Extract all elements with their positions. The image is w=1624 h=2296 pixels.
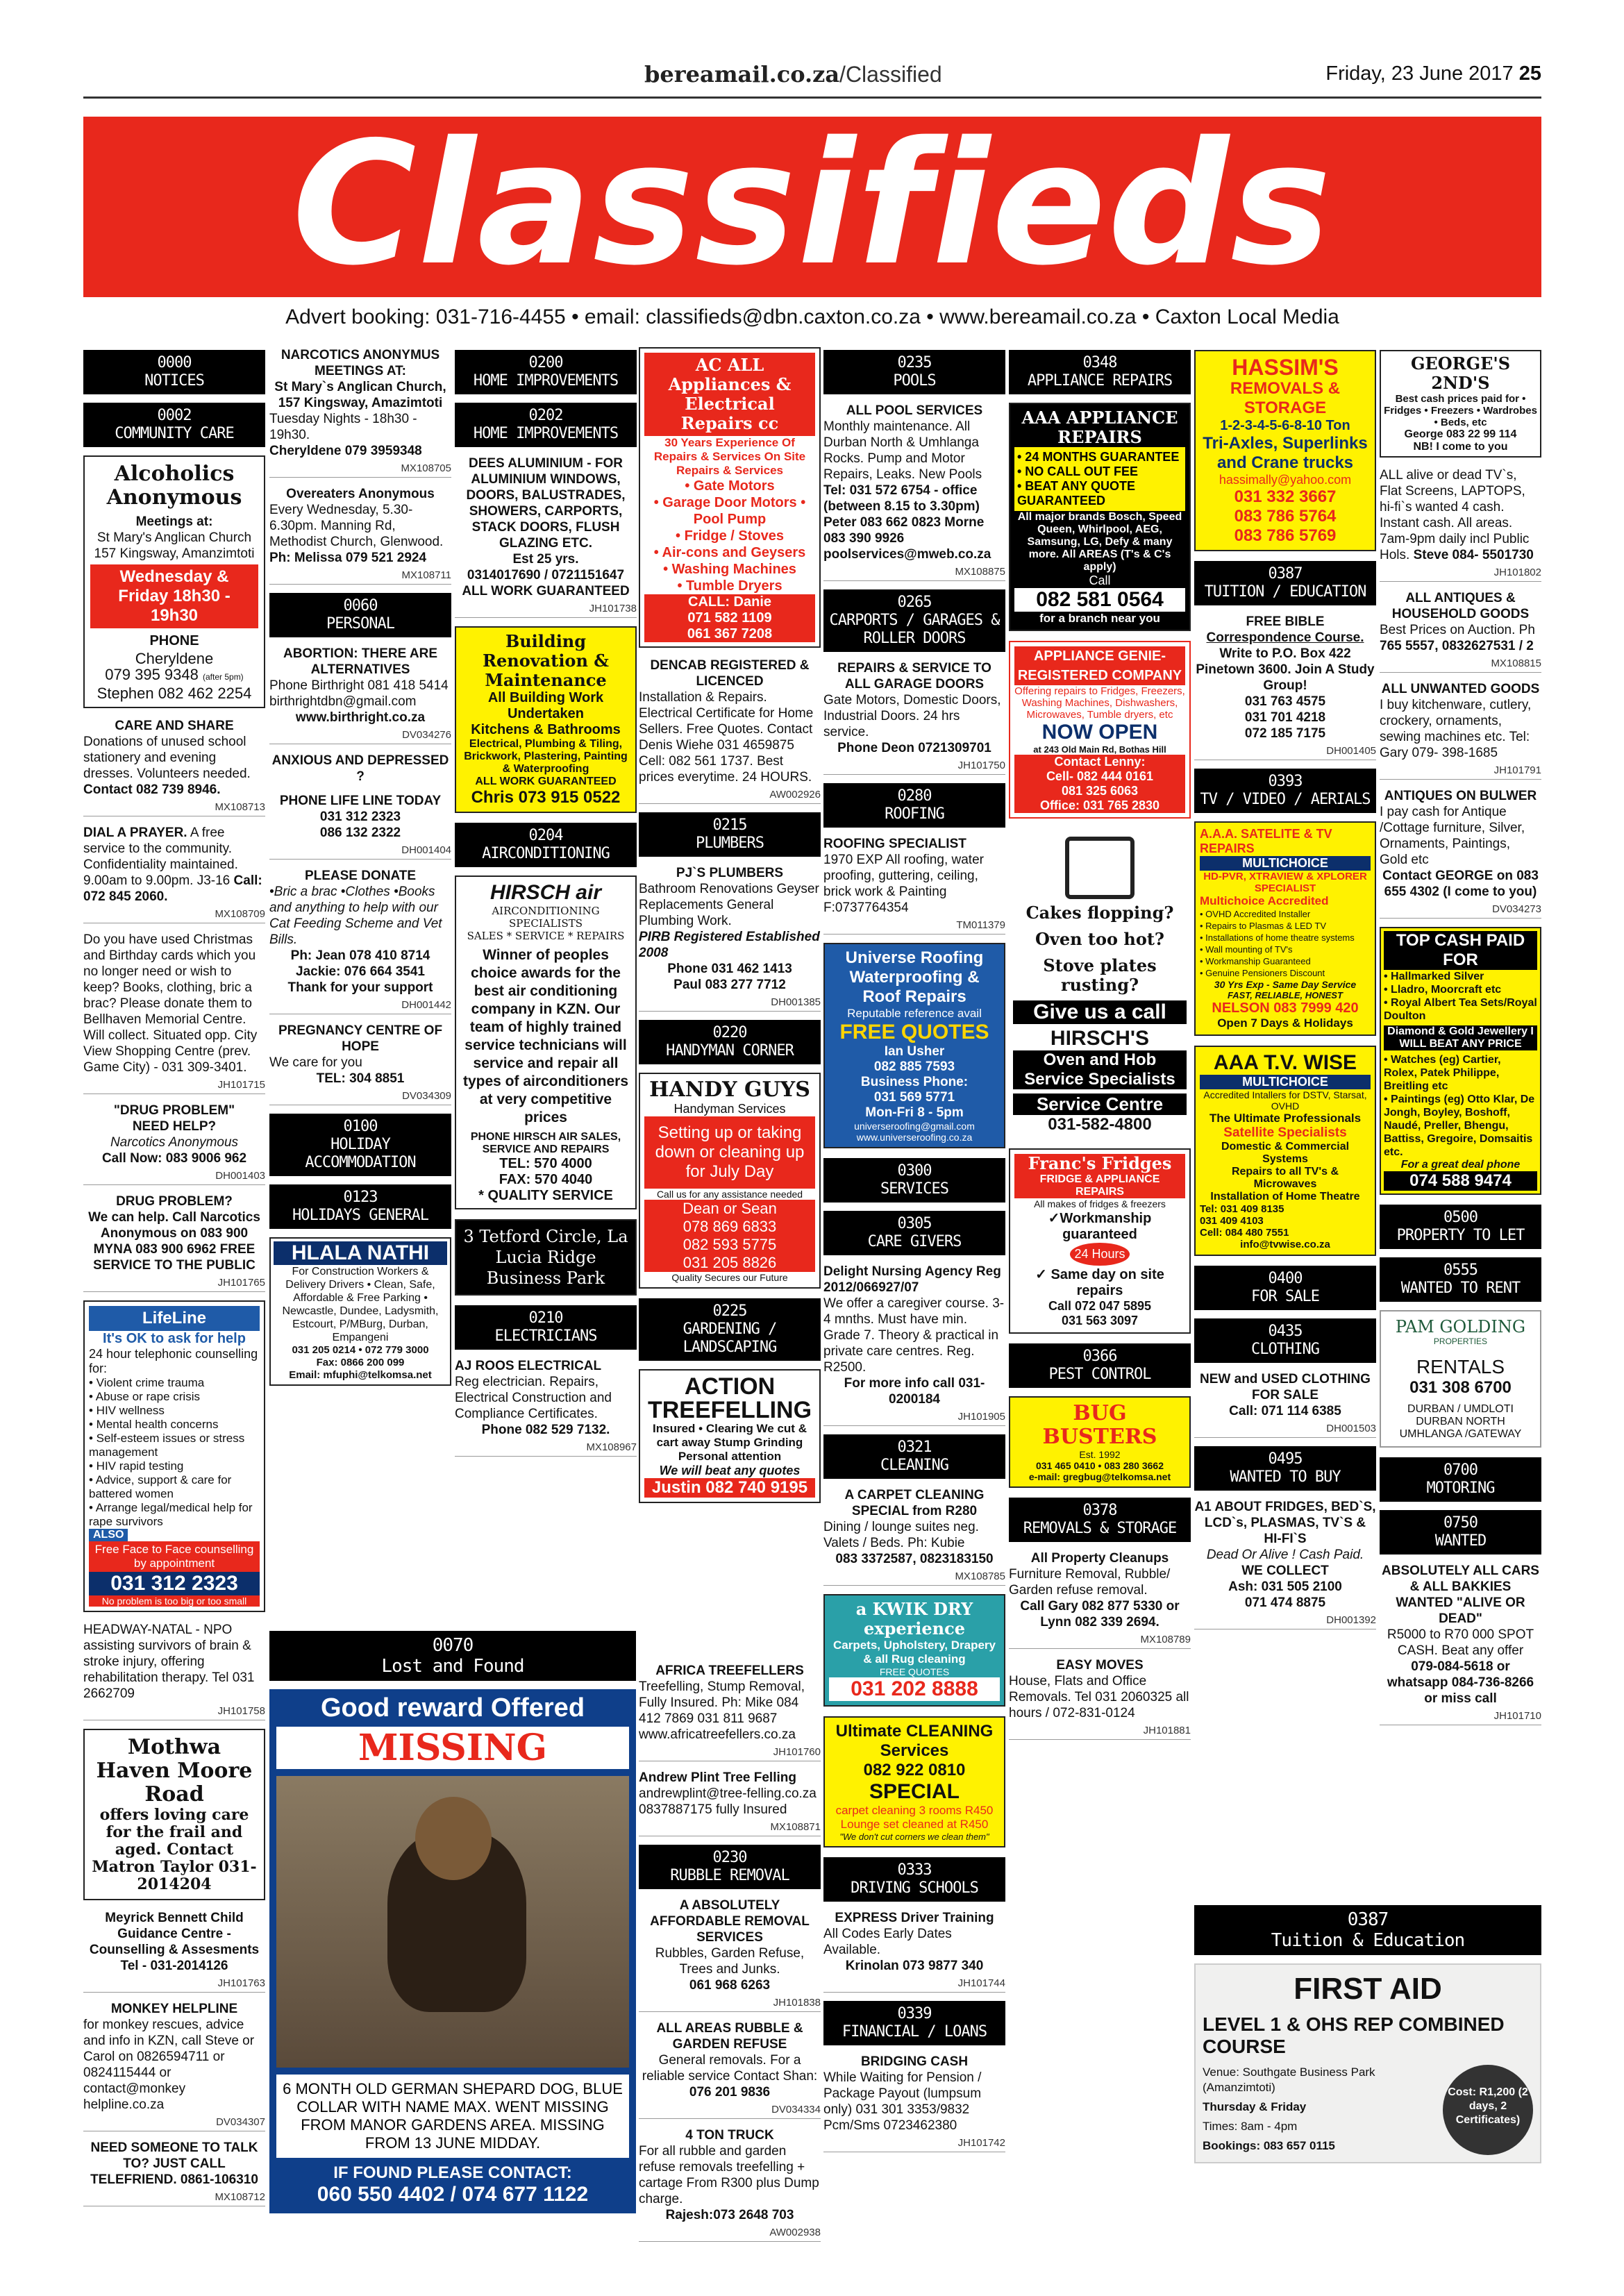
heading-0100: 0100 HOLIDAY ACCOMMODATION: [269, 1114, 451, 1176]
heading-0495: 0495 WANTED TO BUY: [1194, 1446, 1376, 1491]
action-treefelling-ad: ACTION TREEFELLING Insured • Clearing We cut & cart away Stump Grinding Personal attention We will beat any quotes Justin 082 740 9195: [639, 1369, 821, 1503]
hirschs-oven-ad: Cakes flopping? Oven too hot? Stove plates rusting? Give us a call HIRSCH'S Oven and Hob Service Specialists Service Centre 031-582-4800: [1009, 828, 1191, 1139]
heading-0225: 0225 GARDENING / LANDSCAPING: [639, 1298, 821, 1361]
lost-found-section: [269, 1628, 636, 2213]
all-pool-services-ad: ALL POOL SERVICES Monthly maintenance. All Durban North & Umhlanga Rocks. Pump and Motor Repairs, Leaks. New Pools Tel: 031 572 6754 - office (between 8.15 to 3.30pm) Peter 083 662 0823 Morne 083 390 9926 poolservices@mweb.co.za MX108875: [823, 403, 1005, 581]
drug-problem-ad: "DRUG PROBLEM" NEED HELP? Narcotics Anonymous Call Now: 083 9006 962 DH001403: [83, 1103, 265, 1185]
advert-booking-line: Advert booking: 031-716-4455 • email: classifieds@dbn.caxton.co.za • www.bereamail.co.za • Caxton Local Media: [285, 305, 1339, 328]
roofing-specialist-ad: ROOFING SPECIALIST 1970 EXP All roofing, water proofing, guttering, ceiling, brick work & Painting F:0737764354 TM011379: [823, 836, 1005, 935]
banner-title: Classifieds: [292, 117, 1333, 297]
heading-0348: 0348 APPLIANCE REPAIRS: [1009, 350, 1191, 394]
aaa-satelite-ad: A.A.A. SATELITE & TV REPAIRS MULTICHOICE HD-PVR, XTRAVIEW & XPLORER SPECIALIST Multichoice Accredited • OVHD Accredited Installer • Repairs to Plasmas & LED TV • Installations of home theatre systems • Wall mounting of TV's • Workmanship Guaranteed • Genuine Pensioners Discount 30 Yrs Exp - Same Day Service FAST, RELIABLE, HONEST NELSON 083 7999 420 Open 7 Days & Holidays: [1194, 821, 1376, 1036]
heading-0339: 0339 FINANCIAL / LOANS: [823, 2001, 1005, 2045]
bridging-cash-ad: BRIDGING CASH While Waiting for Pension / Package Payout (lumpsum only) 031 301 3353/9832 Pcm/Sms 0723462380 JH101742: [823, 2054, 1005, 2152]
heading-0321: 0321 CLEANING: [823, 1434, 1005, 1479]
column-4-lower: [639, 1663, 821, 2267]
bug-busters-ad: BUG BUSTERS Est. 1992 031 465 0410 • 083 280 3662 e-mail: gregbug@telkomsa.net: [1009, 1396, 1191, 1488]
aj-roos-ad: AJ ROOS ELECTRICAL Reg electrician. Repairs, Electrical Construction and Compliance Certificates. Phone 082 529 7132. MX108967: [455, 1358, 637, 1457]
aaa-appliance-ad: AAA APPLIANCE REPAIRS • 24 MONTHS GUARANTEE • NO CALL OUT FEE • BEAT ANY QUOTE GUARANTEED All major brands Bosch, Speed Queen, Whirlpool, AEG, Samsung, LG, Defy & many more. All AREAS (T's & C's apply) Call 082 581 0564 for a branch near you: [1009, 403, 1191, 631]
garage-doors-ad: REPAIRS & SERVICE TO ALL GARAGE DOORS Gate Motors, Domestic Doors, Industrial Doors. 24 hrs service. Phone Deon 0721309701 JH101750: [823, 660, 1005, 775]
dees-aluminium-ad: DEES ALUMINIUM - FOR ALUMINIUM WINDOWS, DOORS, BALUSTRADES, SHOWERS, CARPORTS, STACK DOORS, FLUSH GLAZING ETC. Est 25 yrs. 0314017690 / 0721151647 ALL WORK GUARANTEED JH101738: [455, 455, 637, 618]
andrew-plint-ad: Andrew Plint Tree Felling andrewplint@tree-felling.co.za 0837887175 fully Insured MX108871: [639, 1770, 821, 1836]
pam-golding-ad: PAM GOLDING PROPERTIES RENTALS 031 308 6700 DURBAN / UMDLOTI DURBAN NORTH UMHLANGA /GATEWAY: [1380, 1310, 1541, 1448]
heading-0215: 0215 PLUMBERS: [639, 812, 821, 857]
carpet-cleaning-ad: A CARPET CLEANING SPECIAL from R280 Dining / lounge suites neg. Valets / Beds. Ph: Kubie 083 3372587, 0823183150 MX108785: [823, 1487, 1005, 1586]
africa-treefellers-ad: AFRICA TREEFELLERS Treefelling, Stump Removal, Fully Insured. Ph: Mike 084 412 7869 031 811 9687 www.africatreefellers.co.za JH101760: [639, 1663, 821, 1761]
heading-0265: 0265 CARPORTS / GARAGES & ROLLER DOORS: [823, 589, 1005, 652]
a1-fridges-ad: A1 ABOUT FRIDGES, BED`S, LCD`s, PLASMAS, TV`S & HI-FI`S Dead Or Alive ! Cash Paid. WE COLLECT Ash: 031 505 2100 071 474 8875 DH001392: [1194, 1499, 1376, 1629]
building-renovation-ad: Building Renovation & Maintenance All Building Work Undertaken Kitchens & Bathrooms Electrical, Plumbing & Tiling, Brickwork, Plastering, Painting & Waterproofing ALL WORK GUARANTEED Chris 073 915 0522: [455, 626, 637, 813]
issue-date: Friday, 23 June 2017 25: [1325, 62, 1541, 85]
all-areas-rubble-ad: ALL AREAS RUBBLE & GARDEN REFUSE General removals. For a reliable service Contact Shan: 076 201 9836 DV034334: [639, 2020, 821, 2119]
mothwa-haven-ad: Mothwa Haven Moore Road offers loving care for the frail and aged. Contact Matron Taylor 031-2014204: [83, 1729, 265, 1900]
heading-0123: 0123 HOLIDAYS GENERAL: [269, 1184, 451, 1229]
ultimate-cleaning-ad: Ultimate CLEANING Services 082 922 0810 SPECIAL carpet cleaning 3 rooms R450 Lounge set cleaned at R450 "We don't cut corners we clean them": [823, 1716, 1005, 1847]
ac-all-ad: AC ALL Appliances & Electrical Repairs cc 30 Years Experience Of Repairs & Services On Site Repairs & Services • Gate Motors • Garage Door Motors • Pool Pump • Fridge / Stoves • Air-cons and Geysers • Washing Machines • Tumble Dryers CALL: Danie 071 582 1109 061 367 7208: [639, 347, 821, 648]
georges-2nds-ad: GEORGE'S 2ND'S Best cash prices paid for • Fridges • Freezers • Wardrobes • Beds, etc George 083 22 99 114 NB! I come to you: [1380, 350, 1541, 458]
heading-0200: 0200 HOME IMPROVEMENTS: [455, 350, 637, 394]
new-used-clothing-ad: NEW and USED CLOTHING FOR SALE Call: 071 114 6385 DH001503: [1194, 1371, 1376, 1438]
heading-0305: 0305 CARE GIVERS: [823, 1211, 1005, 1255]
delight-nursing-ad: Delight Nursing Agency Reg 2012/066927/07 We offer a caregiver course. 3-4 mnths. Must have min. Grade 7. Theory & practical in private care centres. Reg. R2500. For more info call 031-0200184 JH101905: [823, 1264, 1005, 1426]
handy-guys-ad: HANDY GUYS Handyman Services Setting up or taking down or cleaning up for July Day Call us for any assistance needed Dean or Sean 078 869 6833 082 593 5775 031 205 8826 Quality Secures our Future: [639, 1073, 821, 1289]
abortion-ad: ABORTION: THERE ARE ALTERNATIVES Phone Birthright 081 418 5414 birthrightdbn@gmail.com www.birthright.co.za DV034276: [269, 646, 451, 744]
heading-0202: 0202 HOME IMPROVEMENTS: [455, 403, 637, 447]
all-alive-dead-ad: ALL alive or dead TV`s, Flat Screens, LAPTOPS, hi-fi`s wanted 4 cash. Instant cash. All areas. 7am-9pm daily incl Public Hols. Steve 084- 5501730 JH101802: [1380, 467, 1541, 582]
hirsch-address: 3 Tetford Circle, La Lucia Ridge Business Park: [455, 1219, 637, 1296]
hassims-ad: HASSIM'S REMOVALS & STORAGE 1-2-3-4-5-6-8-10 Ton Tri-Axles, Superlinks and Crane trucks hassimally@yahoo.com 031 332 3667 083 786 5764 083 786 5769: [1194, 350, 1376, 551]
dial-prayer-ad: DIAL A PRAYER. A free service to the community. Confidentiality maintained. 9.00am to 9.00pm. J3-16 Call: 072 845 2060. MX108709: [83, 825, 265, 923]
heading-0333: 0333 DRIVING SCHOOLS: [823, 1857, 1005, 1902]
all-antiques-ad: ALL ANTIQUES & HOUSEHOLD GOODS Best Prices on Auction. Ph 765 5557, 0832627531 / 2 MX108815: [1380, 590, 1541, 673]
heading-0230: 0230 RUBBLE REMOVAL: [639, 1845, 821, 1889]
missing-dog-ad: Good reward Offered MISSING 6 MONTH OLD GERMAN SHEPARD DOG, BLUE COLLAR WITH NAME MAX. WENT MISSING FROM MANOR GARDENS AREA. MISSING FROM 13 JUNE MIDDAY. IF FOUND PLEASE CONTACT: 060 550 4402 / 074 677 1122: [269, 1689, 636, 2213]
absolutely-affordable-ad: A ABSOLUTELY AFFORDABLE REMOVAL SERVICES Rubbles, Garden Refuse, Trees and Junks. 061 968 6263 JH101838: [639, 1897, 821, 2012]
overeaters-ad: Overeaters Anonymous Every Wednesday, 5.30-6.30pm. Manning Rd, Methodist Church, Glenwood. Ph: Melissa 079 521 2924 MX108711: [269, 486, 451, 585]
pj-plumbers-ad: PJ`S PLUMBERS Bathroom Renovations Geyser Replacements General Plumbing Work. PIRB Registered Established 2008 Phone 031 462 1413 Paul 083 277 7712 DH001385: [639, 865, 821, 1012]
narcotics-anon-ad: NARCOTICS ANONYMUS MEETINGS AT: St Mary`s Anglican Church, 157 Kingsway, Amazimtoti Tuesday Nights - 18h30 - 19h30. Cheryldene 079 3959348 MX108705: [269, 347, 451, 478]
property-cleanups-ad: All Property Cleanups Furniture Removal, Rubble/ Garden refuse removal. Call Gary 082 877 5330 or Lynn 082 339 2694. MX108789: [1009, 1550, 1191, 1649]
care-share-ad: CARE AND SHARE Donations of unused school stationery and evening dresses. Volunteers needed. Contact 082 739 8946. MX108713: [83, 718, 265, 816]
heading-0435: 0435 CLOTHING: [1194, 1318, 1376, 1363]
heading-0366: 0366 PEST CONTROL: [1009, 1343, 1191, 1388]
aa-ad: Alcoholics Anonymous Meetings at: St Mary's Anglican Church 157 Kingsway, Amanzimtoti Wednesday & Friday 18h30 - 19h30 PHONE Cheryldene 079 395 9348 (after 5pm) Stephen 082 462 2254: [83, 455, 265, 708]
heading-0500: 0500 PROPERTY TO LET: [1380, 1205, 1541, 1249]
heading-0220: 0220 HANDYMAN CORNER: [639, 1020, 821, 1064]
all-unwanted-goods-ad: ALL UNWANTED GOODS I buy kitchenware, cutlery, crockery, ornaments, sewing machines etc. Tel: Gary 079- 398-1685 JH101791: [1380, 681, 1541, 780]
monkey-helpline-ad: MONKEY HELPLINE for monkey rescues, advice and info in KZN, call Steve or Carol on 0826594711 or 0824115444 or contact@monkey helpline.co.za DV034307: [83, 2001, 265, 2131]
heading-0000: 0000 NOTICES: [83, 350, 265, 394]
cards-ad: Do you have used Christmas and Birthday cards which you no longer need or wish to keep? Books, clothing, bric a brac? Please donate them to Bellhaven Memorial Centre. Will collect. Situated opp. City View Shopping Centre (prev. Game City) - 031 309-3401. JH101715: [83, 932, 265, 1094]
heading-0378: 0378 REMOVALS & STORAGE: [1009, 1498, 1191, 1542]
heading-0700: 0700 MOTORING: [1380, 1457, 1541, 1502]
express-driver-ad: EXPRESS Driver Training All Codes Early Dates Available. Krinolan 073 9877 340 JH101744: [823, 1910, 1005, 1993]
heading-0235: 0235 POOLS: [823, 350, 1005, 394]
telefriend-ad: NEED SOMEONE TO TALK TO? JUST CALL TELEFRIEND. 0861-106310 MX108712: [83, 2140, 265, 2206]
pregnancy-centre-ad: PREGNANCY CENTRE OF HOPE We care for you TEL: 304 8851 DV034309: [269, 1023, 451, 1105]
antiques-bulwer-ad: ANTIQUES ON BULWER I pay cash for Antique /Cottage furniture, Silver, Ornaments, Paintings, Gold etc Contact GEORGE on 083 655 4302 (I come to you) DV034273: [1380, 788, 1541, 919]
anxious-ad: ANXIOUS AND DEPRESSED ?: [271, 753, 449, 784]
classifieds-banner: [83, 117, 1541, 297]
top-cash-ad: TOP CASH PAID FOR • Hallmarked Silver • Lladro, Moorcraft etc • Royal Albert Tea Sets/Royal Doulton Diamond & Gold Jewellery I WILL BEAT ANY PRICE • Watches (eg) Cartier, Rolex, Patek Philippe, Breitling etc • Paintings (eg) Otto Klar, De Jongh, Boyley, Boshoff, Naudé, Preller, Bhengu, Battiss, Gregoire, Domsaitis etc. For a great deal phone 074 588 9474: [1380, 927, 1541, 1195]
heading-0280: 0280 ROOFING: [823, 783, 1005, 828]
heading-0002: 0002 COMMUNITY CARE: [83, 403, 265, 447]
heading-0750: 0750 WANTED: [1380, 1510, 1541, 1555]
heading-0400: 0400 FOR SALE: [1194, 1266, 1376, 1310]
dencab-ad: DENCAB REGISTERED & LICENCED Installation & Repairs. Electrical Certificate for Home Sellers. Free Quotes. Contact Denis Wiehe 031 4659875 Cell: 082 561 1737. Best prices everytime. 24 HOURS. AW002926: [639, 657, 821, 804]
heading-0060: 0060 PERSONAL: [269, 593, 451, 637]
meyrick-bennett-ad: Meyrick Bennett Child Guidance Centre - Counselling & Assesments Tel - 031-2014126 JH101763: [83, 1910, 265, 1993]
kwik-dry-ad: a KWIK DRY experience Carpets, Upholstery, Drapery & all Rug cleaning FREE QUOTES 031 202 8888: [823, 1594, 1005, 1707]
phone-lifeline-ad: PHONE LIFE LINE TODAY 031 312 2323 086 132 2322 DH001404: [269, 793, 451, 860]
absolutely-all-cars-ad: ABSOLUTELY ALL CARS & ALL BAKKIES WANTED "ALIVE OR DEAD" R5000 to R70 000 SPOT CASH. Beat any offer 079-084-5618 or whatsapp 084-736-8266 or miss call JH101710: [1380, 1563, 1541, 1725]
four-ton-truck-ad: 4 TON TRUCK For all rubble and garden refuse removals treefelling + cartage From R300 plus Dump charge. Rajesh:073 2648 703 AW002938: [639, 2127, 821, 2242]
francs-fridges-ad: Franc's Fridges FRIDGE & APPLIANCE REPAIRS All makes of fridges & freezers ✓Workmanship guaranteed 24 Hours ✓ Same day on site repairs Call 072 047 5895 031 563 3097: [1009, 1148, 1191, 1334]
heading-0387: 0387 TUITION / EDUCATION: [1194, 561, 1376, 605]
hirsch-air-ad: HIRSCH air AIRCONDITIONING SPECIALISTS SALES * SERVICE * REPAIRS Winner of peoples choice awards for the best air conditioning company in KZN. Our team of highly trained service technicians will service and repair all types of airconditioners at very competitive prices PHONE HIRSCH AIR SALES, SERVICE AND REPAIRS TEL: 570 4000 FAX: 570 4040 * QUALITY SERVICE: [455, 875, 637, 1209]
heading-0210: 0210 ELECTRICIANS: [455, 1305, 637, 1350]
universe-roofing-ad: Universe Roofing Waterproofing & Roof Repairs Reputable reference avail FREE QUOTES Ian Usher 082 885 7593 Business Phone: 031 569 5771 Mon-Fri 8 - 5pm universeroofing@gmail.com www.universeroofing.co.za: [823, 943, 1005, 1148]
column-5: [823, 347, 1005, 2263]
tuition-section: [1194, 1902, 1541, 2163]
heading-0204: 0204 AIRCONDITIONING: [455, 823, 637, 867]
appliance-genie-ad: APPLIANCE GENIE-REGISTERED COMPANY Offering repairs to Fridges, Freezers, Washing Machines, Dishwashers, Microwaves, Tumble dryers, etc NOW OPEN at 243 Old Main Rd, Bothas Hill Contact Lenny: Cell- 082 444 0161 081 325 6063 Office: 031 765 2830: [1009, 641, 1191, 819]
lifeline-ad: LifeLine It's OK to ask for help 24 hour telephonic counselling for: • Violent crime trauma • Abuse or rape crisis • HIV wellness • Mental health concerns • Self-esteem issues or stress management • HIV rapid testing • Advice, support & care for battered women • Arrange legal/medical help for rape survivors ALSO Free Face to Face counselling by appointment 031 312 2323 No problem is too big or too small: [83, 1300, 265, 1612]
please-donate-ad: PLEASE DONATE •Bric a brac •Clothes •Books and anything to help with our Cat Feeding Scheme and Vet Bills. Ph: Jean 078 410 8714 Jackie: 076 664 3541 Thank for your support DH001442: [269, 868, 451, 1014]
cost-badge: Cost: R1,200 (2 days, 2 Certificates): [1443, 2065, 1533, 2155]
dog-photo: [276, 1776, 629, 2068]
site-name: bereamail.co.za/Classified: [644, 61, 942, 87]
drug-problem-2-ad: DRUG PROBLEM? We can help. Call Narcotics Anonymous on 083 900 MYNA 083 900 6962 FREE SERVICE TO THE PUBLIC JH101765: [83, 1193, 265, 1292]
heading-0393: 0393 TV / VIDEO / AERIALS: [1194, 769, 1376, 813]
heading-0300: 0300 SERVICES: [823, 1158, 1005, 1203]
aaa-tv-wise-ad: AAA T.V. WISE MULTICHOICE Accredited Intallers for DSTV, Starsat, OVHD The Ultimate Professionals Satellite Specialists Domestic & Commercial Systems Repairs to all TV's & Microwaves Installation of Home Theatre Tel: 031 409 8135 031 409 4103 Cell: 084 480 7551 info@tvwise.co.za: [1194, 1046, 1376, 1256]
easy-moves-ad: EASY MOVES House, Flats and Office Removals. Tel 031 2060325 all hours / 072-831-0124 JH101881: [1009, 1657, 1191, 1740]
heading-0070: 0070 Lost and Found: [269, 1631, 636, 1681]
oven-icon: [1065, 837, 1135, 899]
headway-ad: HEADWAY-NATAL - NPO assisting survivors of brain & stroke injury, offering rehabilitation therapy. Tel 031 2662709 JH101758: [83, 1622, 265, 1720]
heading-0387-b: 0387 Tuition & Education: [1194, 1905, 1541, 1955]
column-6: [1009, 347, 1191, 2263]
first-aid-ad: FIRST AID LEVEL 1 & OHS REP COMBINED COURSE Venue: Southgate Business Park (Amanzimtoti) Thursday & Friday Times: 8am - 4pm Bookings: 083 657 0115 Cost: R1,200 (2 days, 2 Certificates): [1194, 1963, 1541, 2163]
masthead: [83, 61, 1541, 99]
heading-0555: 0555 WANTED TO RENT: [1380, 1257, 1541, 1302]
free-bible-ad: FREE BIBLE Correspondence Course. Write to P.O. Box 422 Pinetown 3600. Join A Study Group! 031 763 4575 031 701 4218 072 185 7175 DH001405: [1194, 614, 1376, 760]
column-1: [83, 347, 265, 2263]
hlala-nathi-ad: HLALA NATHI For Construction Workers & Delivery Drivers • Clean, Safe, Affordable & Free Parking • Newcastle, Dundee, Ladysmith, Estcourt, P/MBurg, Durban, Empangeni 031 205 0214 • 072 779 3000 Fax: 0866 200 099 Email: mfuphi@telkomsa.net: [269, 1237, 451, 1386]
